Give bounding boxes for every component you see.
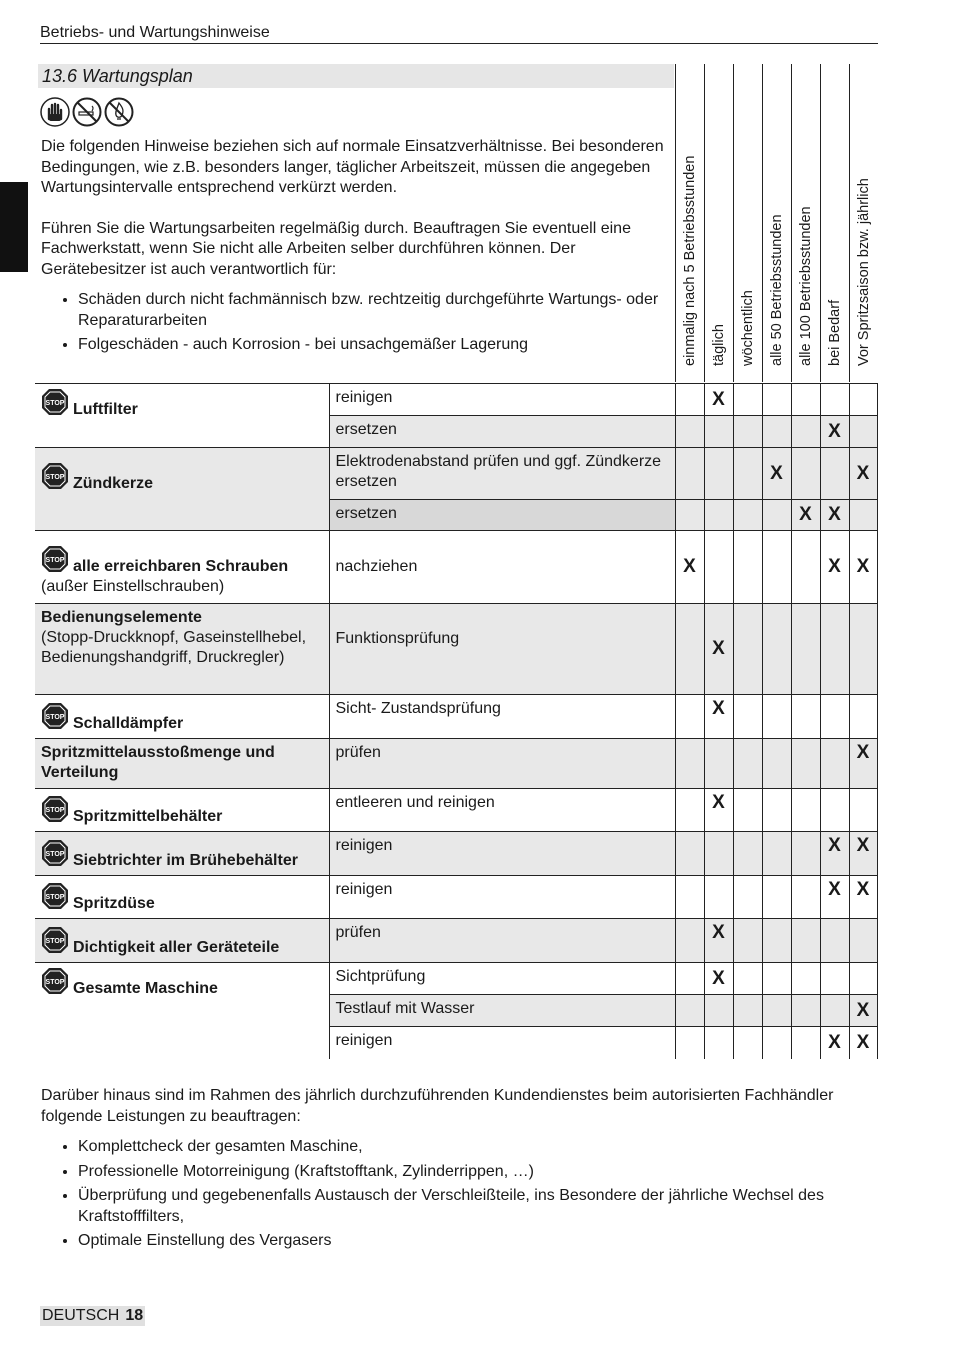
stop-icon <box>41 545 69 573</box>
item-cell: Bedienungselemente (Stopp-Druckknopf, Gaseinstellhebel, Bedienungshandgriff, Druckregler) <box>35 604 329 695</box>
item-cell: STOP Luftfilter <box>35 384 329 448</box>
column-header-daily: täglich <box>704 64 734 382</box>
action-cell: nachziehen <box>329 531 675 604</box>
item-cell: STOP Spritzdüse <box>35 876 329 919</box>
action-cell: ersetzen <box>329 500 675 531</box>
svg-text:STOP: STOP <box>45 894 65 901</box>
action-cell: entleeren und reinigen <box>329 789 675 832</box>
item-cell: STOP Siebtrichter im Brühebehälter <box>35 832 329 876</box>
stop-icon <box>41 839 69 867</box>
section-title: 13.6 Wartungsplan <box>38 64 674 88</box>
table-row: STOP Zündkerze Elektrodenabstand prüfen und ggf. Zündkerze ersetzen X X <box>35 448 877 500</box>
page-footer <box>40 1306 145 1326</box>
side-tab-marker <box>0 182 28 272</box>
svg-text:STOP: STOP <box>45 807 65 814</box>
gloves-icon <box>40 97 70 127</box>
table-row: ersetzen X <box>35 416 877 448</box>
table-row: STOP Spritzmittelbehälter entleeren und reinigen X <box>35 789 877 832</box>
service-list <box>41 1137 881 1252</box>
running-header: Betriebs- und Wartungshinweise <box>40 24 270 41</box>
action-cell: Testlauf mit Wasser <box>329 995 675 1027</box>
svg-text:STOP: STOP <box>45 938 65 945</box>
action-cell: reinigen <box>329 1027 675 1059</box>
action-cell: prüfen <box>329 739 675 789</box>
page-number: 18 <box>125 1307 144 1324</box>
action-cell: prüfen <box>329 919 675 963</box>
table-row: STOP Gesamte Maschine Sichtprüfung X <box>35 963 877 995</box>
stop-icon <box>41 388 69 416</box>
intro-text <box>41 137 676 360</box>
action-cell: Elektrodenabstand prüfen und ggf. Zündkerze ersetzen <box>329 448 675 500</box>
item-cell: STOP Dichtigkeit aller Geräteteile <box>35 919 329 963</box>
action-cell: Sicht- Zustandsprüfung <box>329 695 675 739</box>
stop-icon <box>41 882 69 910</box>
list-item: • Schäden durch nicht fachmännisch bzw. rechtzeitig durchgeführte Wartungs- oder Reparaturarbeiten <box>78 290 676 331</box>
list-item: • Professionelle Motorreinigung (Kraftstofftank, Zylinderrippen, …) <box>78 1162 881 1183</box>
column-header-100h: alle 100 Betriebsstunden <box>791 64 821 382</box>
intro-paragraph-1: Die folgenden Hinweise beziehen sich auf normale Einsatzverhältnisse. Bei besonderen Bedingungen, wie z.B. besonders langer, täglicher Arbeitszeit, müssen die angegeben Wartungsintervalle entsprechend verkürzt werden. <box>41 138 664 196</box>
no-open-flame-icon <box>104 97 134 127</box>
column-header-yearly: Vor Spritzsaison bzw. jährlich <box>849 64 879 382</box>
no-smoking-icon <box>72 97 102 127</box>
maintenance-table <box>35 383 878 1059</box>
footer-language: DEUTSCH <box>42 1307 120 1324</box>
item-cell: STOP Zündkerze <box>35 448 329 531</box>
svg-text:STOP: STOP <box>45 557 65 564</box>
table-row: STOP Spritzdüse reinigen X X <box>35 876 877 919</box>
list-item: • Komplettcheck der gesamten Maschine, <box>78 1137 881 1158</box>
action-cell: reinigen <box>329 876 675 919</box>
item-cell: STOP alle erreichbaren Schrauben (außer Einstellschrauben) <box>35 531 329 604</box>
svg-text:STOP: STOP <box>45 979 65 986</box>
stop-icon <box>41 702 69 730</box>
item-cell: STOP Gesamte Maschine <box>35 963 329 1059</box>
table-row: STOP Dichtigkeit aller Geräteteile prüfen X <box>35 919 877 963</box>
item-cell: STOP Schalldämpfer <box>35 695 329 739</box>
safety-icons <box>40 97 134 127</box>
column-header-5h: einmalig nach 5 Betriebsstunden <box>675 64 705 382</box>
service-text <box>41 1086 881 1256</box>
list-item: • Folgeschäden - auch Korrosion - bei unsachgemäßer Lagerung <box>78 335 676 356</box>
column-header-weekly: wöchentlich <box>733 64 763 382</box>
table-row: STOP alle erreichbaren Schrauben (außer Einstellschrauben) nachziehen X X X <box>35 531 877 604</box>
svg-text:STOP: STOP <box>45 851 65 858</box>
action-cell: Sichtprüfung <box>329 963 675 995</box>
table-row: Bedienungselemente (Stopp-Druckknopf, Gaseinstellhebel, Bedienungshandgriff, Druckregler) Funktionsprüfung X <box>35 604 877 695</box>
list-item: • Optimale Einstellung des Vergasers <box>78 1231 881 1252</box>
header-rule <box>40 43 878 44</box>
stop-icon <box>41 795 69 823</box>
intro-paragraph-2: Führen Sie die Wartungsarbeiten regelmäßig durch. Beauftragen Sie eventuell eine Fachwerkstatt, wenn Sie nicht alle Arbeiten selber durchführen können. Der Gerätebesitzer ist auch verantwortlich für: <box>41 219 631 278</box>
action-cell: Funktionsprüfung <box>329 604 675 695</box>
svg-text:STOP: STOP <box>45 400 65 407</box>
action-cell: reinigen <box>329 384 675 416</box>
item-cell: Spritzmittelausstoßmenge und Verteilung <box>35 739 329 789</box>
table-row: STOP Luftfilter reinigen X <box>35 384 877 416</box>
action-cell: reinigen <box>329 832 675 876</box>
table-row: Testlauf mit Wasser X <box>35 995 877 1027</box>
table-row: ersetzen X X <box>35 500 877 531</box>
column-header-as-needed: bei Bedarf <box>820 64 850 382</box>
action-cell: ersetzen <box>329 416 675 448</box>
svg-text:STOP: STOP <box>45 714 65 721</box>
responsibility-list <box>41 290 676 356</box>
list-item: • Überprüfung und gegebenenfalls Austausch der Verschleißteile, ins Besondere der jährliche Wechsel des Kraftstofffilters, <box>78 1186 881 1227</box>
stop-icon <box>41 967 69 995</box>
item-cell: STOP Spritzmittelbehälter <box>35 789 329 832</box>
svg-text:STOP: STOP <box>45 474 65 481</box>
stop-icon <box>41 926 69 954</box>
table-row: STOP Siebtrichter im Brühebehälter reinigen X X <box>35 832 877 876</box>
table-row: reinigen X X <box>35 1027 877 1059</box>
table-row: STOP Schalldämpfer Sicht- Zustandsprüfung X <box>35 695 877 739</box>
table-row: Spritzmittelausstoßmenge und Verteilung prüfen X <box>35 739 877 789</box>
stop-icon <box>41 462 69 490</box>
service-paragraph: Darüber hinaus sind im Rahmen des jährlich durchzuführenden Kundendienstes beim autorisierten Fachhändler folgende Leistungen zu beauftragen: <box>41 1087 834 1125</box>
column-header-50h: alle 50 Betriebsstunden <box>762 64 792 382</box>
